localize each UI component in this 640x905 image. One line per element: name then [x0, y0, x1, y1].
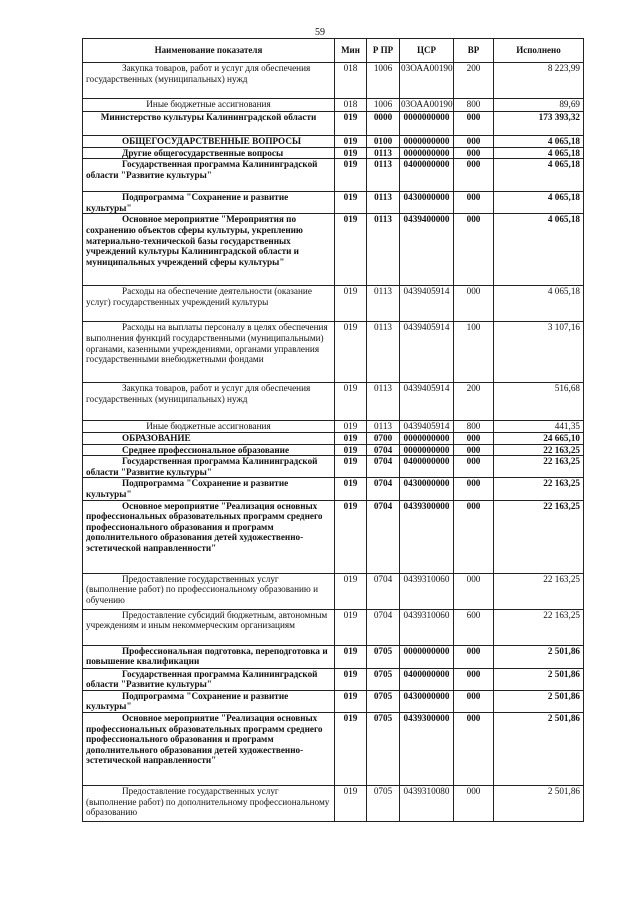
- row-min-cell: 019: [335, 456, 367, 478]
- table-row: [83, 712, 584, 785]
- row-executed-cell: 441,35: [494, 421, 584, 433]
- row-name-cell: Основное мероприятие "Реализация основных профессиональных образовательных программ среднего профессионального образования и программ дополнительного образования детей художественно-эстетической направленности": [83, 712, 335, 785]
- row-vr-cell: 000: [454, 214, 494, 286]
- row-rpr-cell: 0705: [367, 690, 400, 712]
- row-rpr-cell: 0704: [367, 609, 400, 645]
- row-executed-cell: 4 065,18: [494, 214, 584, 286]
- row-min-cell: 019: [335, 421, 367, 433]
- row-executed-cell: 516,68: [494, 383, 584, 421]
- row-csr-cell: 0439400000: [400, 214, 454, 286]
- row-executed-cell: 3 107,16: [494, 322, 584, 383]
- row-executed-cell: 22 163,25: [494, 500, 584, 573]
- row-min-cell: 019: [335, 645, 367, 668]
- row-name-cell: Государственная программа Калининградской области "Развитие культуры": [83, 668, 335, 690]
- table-row: [83, 147, 584, 159]
- row-min-cell: 018: [335, 63, 367, 99]
- row-rpr-cell: 0113: [367, 322, 400, 383]
- row-min-cell: 019: [335, 159, 367, 192]
- row-name-cell: Иные бюджетные ассигнования: [83, 421, 335, 433]
- row-csr-cell: 0400000000: [400, 668, 454, 690]
- row-csr-cell: 0000000000: [400, 432, 454, 444]
- row-min-cell: 019: [335, 432, 367, 444]
- table-row: [83, 99, 584, 112]
- row-min-cell: 019: [335, 322, 367, 383]
- row-vr-cell: 000: [454, 432, 494, 444]
- table-row: [83, 478, 584, 500]
- row-csr-cell: 0000000000: [400, 112, 454, 136]
- row-vr-cell: 000: [454, 785, 494, 821]
- row-executed-cell: 22 163,25: [494, 444, 584, 456]
- row-csr-cell: 0000000000: [400, 645, 454, 668]
- row-csr-cell: 0439405914: [400, 322, 454, 383]
- header-min: Мин: [335, 39, 367, 63]
- row-csr-cell: 0439300000: [400, 500, 454, 573]
- table-header: [83, 39, 584, 63]
- table-row: [83, 500, 584, 573]
- row-min-cell: 018: [335, 99, 367, 112]
- row-min-cell: 019: [335, 712, 367, 785]
- row-name-cell: Государственная программа Калининградской области "Развитие культуры": [83, 456, 335, 478]
- row-csr-cell: 0430000000: [400, 478, 454, 500]
- table-row: [83, 421, 584, 433]
- row-rpr-cell: 0700: [367, 432, 400, 444]
- row-vr-cell: 000: [454, 444, 494, 456]
- row-name-cell: Расходы на выплаты персоналу в целях обеспечения выполнения функций государственными (муниципальными) органами, казенными учреждениями, органами управления государственными внебюджетными фондами: [83, 322, 335, 383]
- row-rpr-cell: 0113: [367, 214, 400, 286]
- row-csr-cell: 0439300000: [400, 712, 454, 785]
- table-row: [83, 159, 584, 192]
- row-name-cell: Иные бюджетные ассигнования: [83, 99, 335, 112]
- row-executed-cell: 2 501,86: [494, 690, 584, 712]
- row-vr-cell: 000: [454, 192, 494, 214]
- table-body: [83, 63, 584, 822]
- row-name-cell: Профессиональная подготовка, переподготовка и повышение квалификации: [83, 645, 335, 668]
- row-name-cell: Государственная программа Калининградской области "Развитие культуры": [83, 159, 335, 192]
- row-executed-cell: 22 163,25: [494, 478, 584, 500]
- row-rpr-cell: 0704: [367, 573, 400, 609]
- row-csr-cell: 0000000000: [400, 147, 454, 159]
- row-name-cell: Закупка товаров, работ и услуг для обеспечения государственных (муниципальных) нужд: [83, 383, 335, 421]
- row-vr-cell: 000: [454, 645, 494, 668]
- row-csr-cell: 0439405914: [400, 383, 454, 421]
- table-row: [83, 609, 584, 645]
- row-vr-cell: 000: [454, 286, 494, 322]
- row-executed-cell: 4 065,18: [494, 147, 584, 159]
- row-rpr-cell: 0704: [367, 456, 400, 478]
- row-csr-cell: 0000000000: [400, 136, 454, 148]
- page-number: 59: [315, 27, 325, 38]
- row-executed-cell: 2 501,86: [494, 712, 584, 785]
- row-vr-cell: 000: [454, 500, 494, 573]
- row-min-cell: 019: [335, 785, 367, 821]
- header-rpr: Р ПР: [367, 39, 400, 63]
- row-name-cell: ОБРАЗОВАНИЕ: [83, 432, 335, 444]
- row-vr-cell: 200: [454, 63, 494, 99]
- row-min-cell: 019: [335, 112, 367, 136]
- row-rpr-cell: 0704: [367, 478, 400, 500]
- row-csr-cell: 0439405914: [400, 421, 454, 433]
- row-rpr-cell: 0000: [367, 112, 400, 136]
- table-row: [83, 63, 584, 99]
- row-vr-cell: 000: [454, 159, 494, 192]
- row-min-cell: 019: [335, 478, 367, 500]
- row-csr-cell: 0439310080: [400, 785, 454, 821]
- row-min-cell: 019: [335, 192, 367, 214]
- table-row: [83, 214, 584, 286]
- table-row: [83, 456, 584, 478]
- row-csr-cell: 0400000000: [400, 456, 454, 478]
- row-vr-cell: 000: [454, 668, 494, 690]
- row-name-cell: Среднее профессиональное образование: [83, 444, 335, 456]
- row-rpr-cell: 0705: [367, 785, 400, 821]
- row-name-cell: Основное мероприятие "Реализация основных профессиональных образовательных программ среднего профессионального образования и программ дополнительного образования детей художественно-эстетической направленности": [83, 500, 335, 573]
- table-row: [83, 286, 584, 322]
- row-vr-cell: 000: [454, 456, 494, 478]
- header-csr: ЦСР: [400, 39, 454, 63]
- row-executed-cell: 2 501,86: [494, 785, 584, 821]
- row-name-cell: ОБЩЕГОСУДАРСТВЕННЫЕ ВОПРОСЫ: [83, 136, 335, 148]
- row-rpr-cell: 0113: [367, 383, 400, 421]
- row-rpr-cell: 0705: [367, 645, 400, 668]
- row-vr-cell: 000: [454, 478, 494, 500]
- row-vr-cell: 800: [454, 99, 494, 112]
- row-min-cell: 019: [335, 573, 367, 609]
- row-rpr-cell: 0113: [367, 159, 400, 192]
- row-executed-cell: 22 163,25: [494, 609, 584, 645]
- table-row: [83, 112, 584, 136]
- row-csr-cell: 0430000000: [400, 690, 454, 712]
- header-name: Наименование показателя: [83, 39, 335, 63]
- header-executed: Исполнено: [494, 39, 584, 63]
- row-vr-cell: 200: [454, 383, 494, 421]
- row-vr-cell: 000: [454, 112, 494, 136]
- table-row: [83, 690, 584, 712]
- table-row: [83, 785, 584, 821]
- row-min-cell: 019: [335, 668, 367, 690]
- row-min-cell: 019: [335, 690, 367, 712]
- row-name-cell: Подпрограмма "Сохранение и развитие культуры": [83, 192, 335, 214]
- row-rpr-cell: 0113: [367, 147, 400, 159]
- row-rpr-cell: 0705: [367, 712, 400, 785]
- table-row: [83, 573, 584, 609]
- table-row: [83, 192, 584, 214]
- row-name-cell: Основное мероприятие "Мероприятия по сохранению объектов сферы культуры, укреплению материально-технической базы государственных учреждений культуры Калининградской области и муниципальных учреждений сферы культуры": [83, 214, 335, 286]
- row-executed-cell: 173 393,32: [494, 112, 584, 136]
- row-executed-cell: 22 163,25: [494, 456, 584, 478]
- row-min-cell: 019: [335, 136, 367, 148]
- header-vr: ВР: [454, 39, 494, 63]
- table-row: [83, 322, 584, 383]
- row-name-cell: Подпрограмма "Сохранение и развитие культуры": [83, 478, 335, 500]
- row-executed-cell: 4 065,18: [494, 136, 584, 148]
- row-min-cell: 019: [335, 214, 367, 286]
- row-min-cell: 019: [335, 444, 367, 456]
- row-rpr-cell: 0113: [367, 421, 400, 433]
- row-rpr-cell: 0113: [367, 286, 400, 322]
- row-csr-cell: 03ОАА00190: [400, 63, 454, 99]
- row-executed-cell: 24 665,10: [494, 432, 584, 444]
- row-csr-cell: 0430000000: [400, 192, 454, 214]
- row-name-cell: Министерство культуры Калининградской области: [83, 112, 335, 136]
- table-row: [83, 432, 584, 444]
- row-vr-cell: 000: [454, 573, 494, 609]
- row-vr-cell: 000: [454, 712, 494, 785]
- row-min-cell: 019: [335, 500, 367, 573]
- table-row: [83, 383, 584, 421]
- row-name-cell: Другие общегосударственные вопросы: [83, 147, 335, 159]
- table-row: [83, 668, 584, 690]
- row-min-cell: 019: [335, 147, 367, 159]
- row-rpr-cell: 1006: [367, 63, 400, 99]
- row-executed-cell: 2 501,86: [494, 668, 584, 690]
- row-min-cell: 019: [335, 286, 367, 322]
- row-vr-cell: 000: [454, 147, 494, 159]
- row-csr-cell: 0000000000: [400, 444, 454, 456]
- row-rpr-cell: 1006: [367, 99, 400, 112]
- row-executed-cell: 89,69: [494, 99, 584, 112]
- budget-execution-table: [82, 38, 584, 822]
- row-name-cell: Расходы на обеспечение деятельности (оказание услуг) государственных учреждений культуры: [83, 286, 335, 322]
- row-name-cell: Предоставление субсидий бюджетным, автономным учреждениям и иным некоммерческим организациям: [83, 609, 335, 645]
- row-csr-cell: 0439310060: [400, 609, 454, 645]
- row-executed-cell: 4 065,18: [494, 192, 584, 214]
- table-row: [83, 136, 584, 148]
- row-name-cell: Предоставление государственных услуг (выполнение работ) по дополнительному профессиональному образованию: [83, 785, 335, 821]
- row-name-cell: Закупка товаров, работ и услуг для обеспечения государственных (муниципальных) нужд: [83, 63, 335, 99]
- row-csr-cell: 0439405914: [400, 286, 454, 322]
- row-executed-cell: 4 065,18: [494, 159, 584, 192]
- table-row: [83, 645, 584, 668]
- row-csr-cell: 03ОАА00190: [400, 99, 454, 112]
- row-csr-cell: 0439310060: [400, 573, 454, 609]
- row-executed-cell: 4 065,18: [494, 286, 584, 322]
- row-rpr-cell: 0704: [367, 500, 400, 573]
- row-rpr-cell: 0704: [367, 444, 400, 456]
- row-vr-cell: 000: [454, 690, 494, 712]
- row-min-cell: 019: [335, 609, 367, 645]
- row-vr-cell: 100: [454, 322, 494, 383]
- row-vr-cell: 800: [454, 421, 494, 433]
- row-name-cell: Предоставление государственных услуг (выполнение работ) по профессиональному образованию и обучению: [83, 573, 335, 609]
- row-csr-cell: 0400000000: [400, 159, 454, 192]
- row-executed-cell: 2 501,86: [494, 645, 584, 668]
- row-rpr-cell: 0113: [367, 192, 400, 214]
- table-row: [83, 444, 584, 456]
- row-vr-cell: 600: [454, 609, 494, 645]
- row-rpr-cell: 0100: [367, 136, 400, 148]
- row-name-cell: Подпрограмма "Сохранение и развитие культуры": [83, 690, 335, 712]
- row-executed-cell: 8 223,99: [494, 63, 584, 99]
- row-rpr-cell: 0705: [367, 668, 400, 690]
- row-vr-cell: 000: [454, 136, 494, 148]
- row-executed-cell: 22 163,25: [494, 573, 584, 609]
- row-min-cell: 019: [335, 383, 367, 421]
